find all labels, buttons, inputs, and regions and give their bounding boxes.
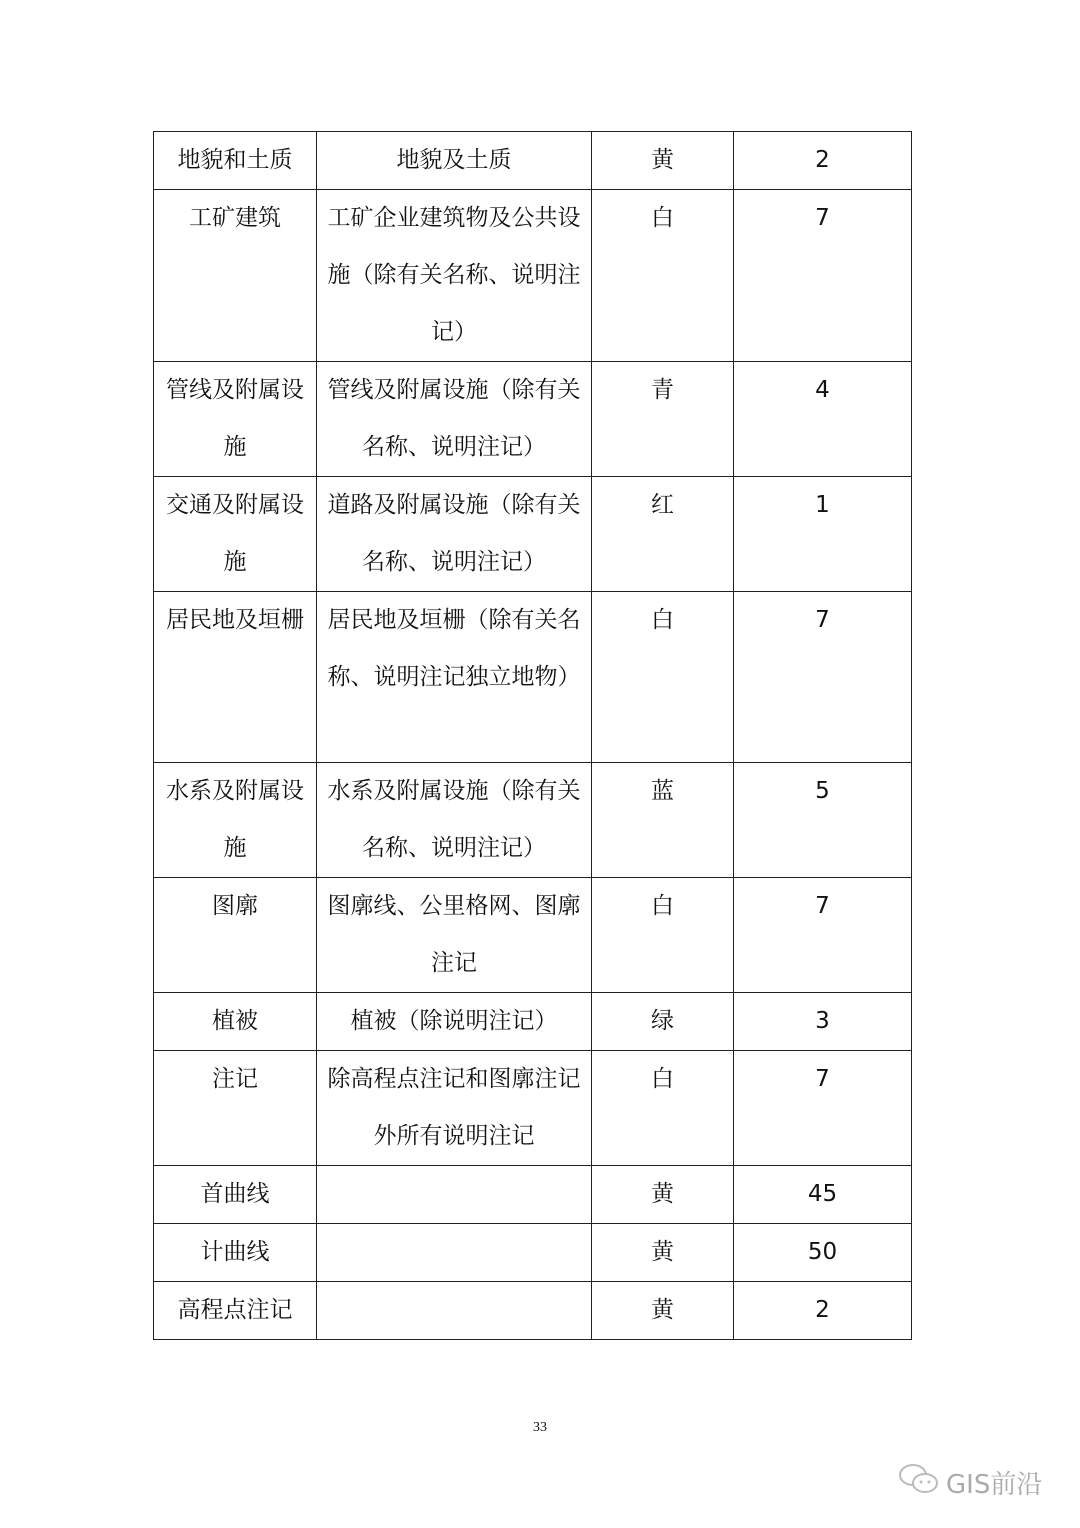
- cell-category: 交通及附属设施: [154, 477, 317, 592]
- cell-category: 居民地及垣栅: [154, 592, 317, 763]
- cell-index: 2: [734, 1282, 912, 1340]
- cell-content: 植被（除说明注记）: [317, 993, 592, 1051]
- cell-index: 4: [734, 362, 912, 477]
- table-row: [154, 132, 912, 190]
- cell-content: 除高程点注记和图廓注记外所有说明注记: [317, 1051, 592, 1166]
- cell-index: 45: [734, 1166, 912, 1224]
- cell-color: 白: [592, 1051, 734, 1166]
- cell-category: 地貌和土质: [154, 132, 317, 190]
- cell-index: 3: [734, 993, 912, 1051]
- cell-color: 黄: [592, 1224, 734, 1282]
- cell-color: 蓝: [592, 763, 734, 878]
- table-row: [154, 993, 912, 1051]
- cell-category: 计曲线: [154, 1224, 317, 1282]
- cell-color: 白: [592, 592, 734, 763]
- cell-color: 白: [592, 190, 734, 362]
- cell-color: 白: [592, 878, 734, 993]
- cell-content: 水系及附属设施（除有关名称、说明注记）: [317, 763, 592, 878]
- table-row: [154, 1051, 912, 1166]
- cell-category: 水系及附属设施: [154, 763, 317, 878]
- table-row: [154, 878, 912, 993]
- cell-content: 居民地及垣栅（除有关名称、说明注记独立地物）: [317, 592, 592, 763]
- cell-index: 5: [734, 763, 912, 878]
- cell-category: 注记: [154, 1051, 317, 1166]
- cell-content: 工矿企业建筑物及公共设施（除有关名称、说明注记）: [317, 190, 592, 362]
- table-row: [154, 362, 912, 477]
- cell-color: 绿: [592, 993, 734, 1051]
- table-row: [154, 592, 912, 763]
- watermark-text: GIS前沿: [946, 1470, 1043, 1500]
- table-row: [154, 477, 912, 592]
- cell-index: 1: [734, 477, 912, 592]
- cell-index: 7: [734, 1051, 912, 1166]
- cell-index: 7: [734, 190, 912, 362]
- cell-color: 红: [592, 477, 734, 592]
- cell-category: 高程点注记: [154, 1282, 317, 1340]
- cell-content: [317, 1282, 592, 1340]
- cell-index: 2: [734, 132, 912, 190]
- cell-content: 图廓线、公里格网、图廓注记: [317, 878, 592, 993]
- cell-content: 管线及附属设施（除有关名称、说明注记）: [317, 362, 592, 477]
- cell-content: [317, 1166, 592, 1224]
- layer-color-table: [153, 131, 912, 1340]
- cell-category: 图廓: [154, 878, 317, 993]
- table-row: [154, 190, 912, 362]
- page-number: 33: [533, 1420, 547, 1435]
- cell-content: 地貌及土质: [317, 132, 592, 190]
- cell-index: 7: [734, 878, 912, 993]
- cell-color: 黄: [592, 1166, 734, 1224]
- cell-color: 黄: [592, 1282, 734, 1340]
- table-row: [154, 1224, 912, 1282]
- watermark: [898, 1462, 1042, 1503]
- cell-category: 首曲线: [154, 1166, 317, 1224]
- table-row: [154, 1282, 912, 1340]
- cell-index: 7: [734, 592, 912, 763]
- cell-color: 青: [592, 362, 734, 477]
- wechat-icon: [898, 1462, 940, 1503]
- table-row: [154, 763, 912, 878]
- table-row: [154, 1166, 912, 1224]
- cell-content: [317, 1224, 592, 1282]
- cell-color: 黄: [592, 132, 734, 190]
- cell-category: 管线及附属设施: [154, 362, 317, 477]
- cell-index: 50: [734, 1224, 912, 1282]
- cell-content: 道路及附属设施（除有关名称、说明注记）: [317, 477, 592, 592]
- cell-category: 工矿建筑: [154, 190, 317, 362]
- cell-category: 植被: [154, 993, 317, 1051]
